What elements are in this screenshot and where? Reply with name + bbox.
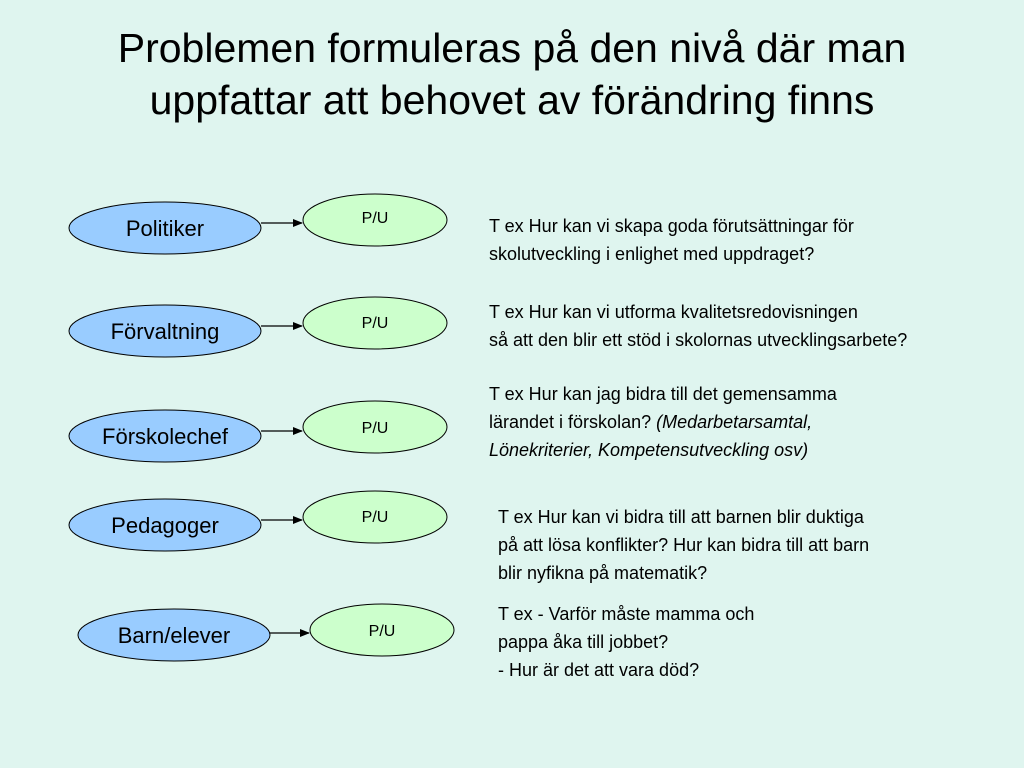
description-line-italic bbox=[489, 436, 837, 464]
description-italic-text: Lönekriterier, Kompetensutveckling osv) bbox=[489, 440, 809, 460]
row-barn-elever bbox=[78, 604, 454, 661]
description-line: så att den blir ett stöd i skolornas utvecklingsarbete? bbox=[489, 330, 908, 350]
description-line: - Hur är det att vara död? bbox=[498, 660, 700, 680]
role-label-forskolechef: Förskolechef bbox=[102, 424, 228, 449]
description-line: på att lösa konflikter? Hur kan bidra till att barn bbox=[498, 535, 870, 555]
pu-label-pedagoger: P/U bbox=[361, 509, 389, 526]
role-label-forvaltning: Förvaltning bbox=[110, 319, 220, 344]
pu-label-politiker: P/U bbox=[361, 210, 389, 227]
row-pedagoger bbox=[69, 491, 447, 551]
description-forvaltning bbox=[489, 298, 907, 354]
description-italic-text: (Medarbetarsamtal, bbox=[656, 412, 813, 432]
description-line: T ex Hur kan jag bidra till det gemensamma bbox=[489, 384, 837, 404]
description-forskolechef bbox=[489, 380, 837, 464]
role-label-pedagoger: Pedagoger bbox=[111, 513, 219, 538]
description-politiker bbox=[489, 212, 854, 268]
pu-label-forskolechef: P/U bbox=[361, 420, 389, 437]
description-line: blir nyfikna på matematik? bbox=[498, 563, 708, 583]
description-line: T ex - Varför måste mamma och bbox=[498, 604, 755, 624]
pu-label-forvaltning: P/U bbox=[361, 315, 389, 332]
title-line-2: uppfattar att behovet av förändring finns bbox=[149, 77, 875, 123]
description-line: T ex Hur kan vi utforma kvalitetsredovisningen bbox=[489, 302, 858, 322]
description-line: T ex Hur kan vi bidra till att barnen blir duktiga bbox=[498, 507, 864, 527]
row-politiker bbox=[69, 194, 447, 254]
description-line: T ex Hur kan vi skapa goda förutsättningar för bbox=[489, 216, 854, 236]
role-label-barn-elever: Barn/elever bbox=[117, 623, 231, 648]
description-barn-elever bbox=[498, 600, 754, 684]
description-text: lärandet i förskolan? bbox=[489, 412, 652, 432]
role-label-politiker: Politiker bbox=[125, 216, 205, 241]
row-forvaltning bbox=[69, 297, 447, 357]
description-line-mixed bbox=[489, 408, 837, 436]
pu-label-barn-elever: P/U bbox=[368, 623, 396, 640]
description-line: skolutveckling i enlighet med uppdraget? bbox=[489, 244, 815, 264]
title-line-1: Problemen formuleras på den nivå där man bbox=[117, 25, 907, 71]
row-forskolechef bbox=[69, 401, 447, 462]
description-pedagoger bbox=[498, 503, 869, 587]
description-line: pappa åka till jobbet? bbox=[498, 632, 669, 652]
